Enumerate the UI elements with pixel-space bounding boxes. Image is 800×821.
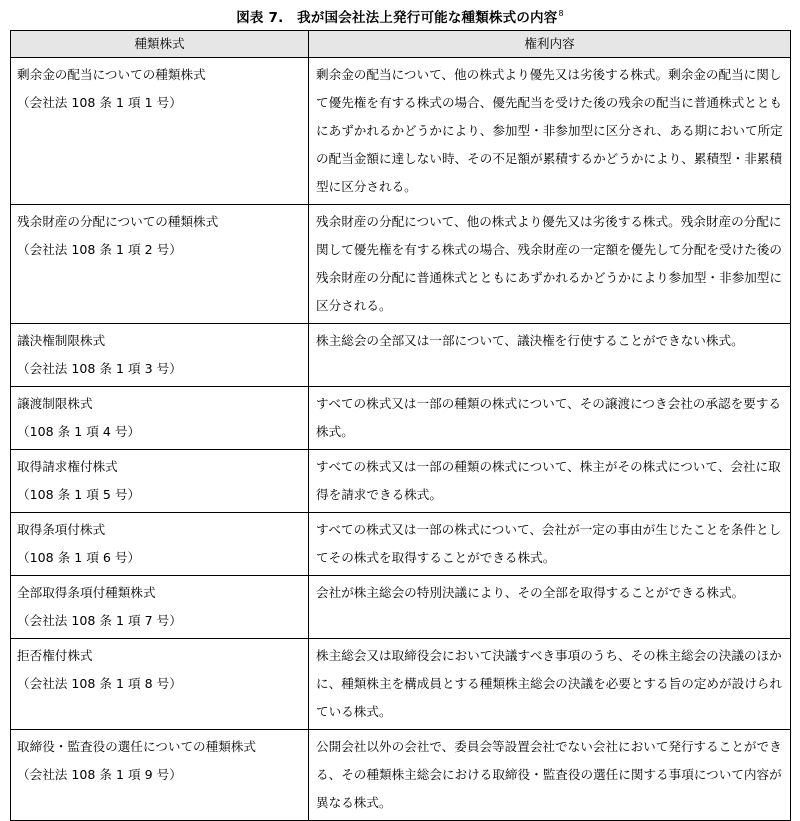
share-type-name: 残余財産の分配についての種類株式: [17, 214, 219, 229]
law-reference: （会社法 108 条 1 項 2 号）: [17, 242, 182, 257]
footnote-mark: 8: [558, 9, 564, 18]
law-reference: （会社法 108 条 1 項 3 号）: [17, 361, 182, 376]
table-row: [11, 58, 791, 205]
share-type-cell: [11, 730, 309, 821]
rights-content-cell: すべての株式又は一部の株式について、会社が一定の事由が生じたことを条件としてその株式を取得することができる株式。: [309, 513, 791, 576]
share-type-cell: [11, 205, 309, 324]
table-body: [11, 58, 791, 821]
law-reference: （会社法 108 条 1 項 7 号）: [17, 613, 182, 628]
share-type-cell: [11, 324, 309, 387]
rights-content-cell: 株主総会の全部又は一部について、議決権を行使することができない株式。: [309, 324, 791, 387]
share-type-cell: [11, 639, 309, 730]
table-row: [11, 387, 791, 450]
share-type-name: 剰余金の配当についての種類株式: [17, 67, 206, 82]
rights-content-cell: 剰余金の配当について、他の株式より優先又は劣後する株式。剰余金の配当に関して優先権を有する株式の場合、優先配当を受けた後の残余の配当に普通株式とともにあずかれるかどうかにより、参加型・非参加型に区分され、ある期において所定の配当金額に達しない時、その不足額が累積するかどうかにより、累積型・非累積型に区分される。: [309, 58, 791, 205]
share-types-table: [10, 30, 791, 821]
share-type-name: 取得条項付株式: [17, 522, 106, 537]
law-reference: （108 条 1 項 6 号）: [17, 550, 141, 565]
rights-content-cell: 残余財産の分配について、他の株式より優先又は劣後する株式。残余財産の分配に関して優先権を有する株式の場合、残余財産の一定額を優先して分配を受けた後の残余財産の分配に普通株式とともにあずかれるかどうかにより参加型・非参加型に区分される。: [309, 205, 791, 324]
table-row: [11, 639, 791, 730]
caption-title: 図表 7. 我が国会社法上発行可能な種類株式の内容: [236, 10, 558, 26]
table-row: [11, 324, 791, 387]
rights-content-cell: すべての株式又は一部の種類の株式について、株主がその株式について、会社に取得を請求できる株式。: [309, 450, 791, 513]
table-header-row: [11, 31, 791, 58]
share-type-cell: [11, 513, 309, 576]
rights-content-cell: 公開会社以外の会社で、委員会等設置会社でない会社において発行することができる、その種類株主総会における取締役・監査役の選任に関する事項について内容が異なる株式。: [309, 730, 791, 821]
law-reference: （会社法 108 条 1 項 9 号）: [17, 767, 182, 782]
header-share-type: 種類株式: [11, 31, 309, 58]
table-caption: [10, 6, 790, 30]
law-reference: （会社法 108 条 1 項 8 号）: [17, 676, 182, 691]
table-row: [11, 730, 791, 821]
law-reference: （108 条 1 項 5 号）: [17, 487, 141, 502]
share-type-name: 取締役・監査役の選任についての種類株式: [17, 739, 257, 754]
table-row: [11, 450, 791, 513]
share-type-name: 議決権制限株式: [17, 333, 106, 348]
share-type-name: 全部取得条項付種類株式: [17, 585, 156, 600]
share-type-name: 取得請求権付株式: [17, 459, 118, 474]
rights-content-cell: 会社が株主総会の特別決議により、その全部を取得することができる株式。: [309, 576, 791, 639]
law-reference: （会社法 108 条 1 項 1 号）: [17, 95, 182, 110]
rights-content-cell: すべての株式又は一部の種類の株式について、その譲渡につき会社の承認を要する株式。: [309, 387, 791, 450]
share-type-cell: [11, 387, 309, 450]
table-row: [11, 576, 791, 639]
share-type-cell: [11, 576, 309, 639]
rights-content-cell: 株主総会又は取締役会において決議すべき事項のうち、その株主総会の決議のほかに、種類株主を構成員とする種類株主総会の決議を必要とする旨の定めが設けられている株式。: [309, 639, 791, 730]
table-row: [11, 513, 791, 576]
share-type-cell: [11, 58, 309, 205]
share-type-name: 拒否権付株式: [17, 648, 93, 663]
share-type-name: 譲渡制限株式: [17, 396, 93, 411]
header-rights: 権利内容: [309, 31, 791, 58]
table-row: [11, 205, 791, 324]
law-reference: （108 条 1 項 4 号）: [17, 424, 141, 439]
share-type-cell: [11, 450, 309, 513]
